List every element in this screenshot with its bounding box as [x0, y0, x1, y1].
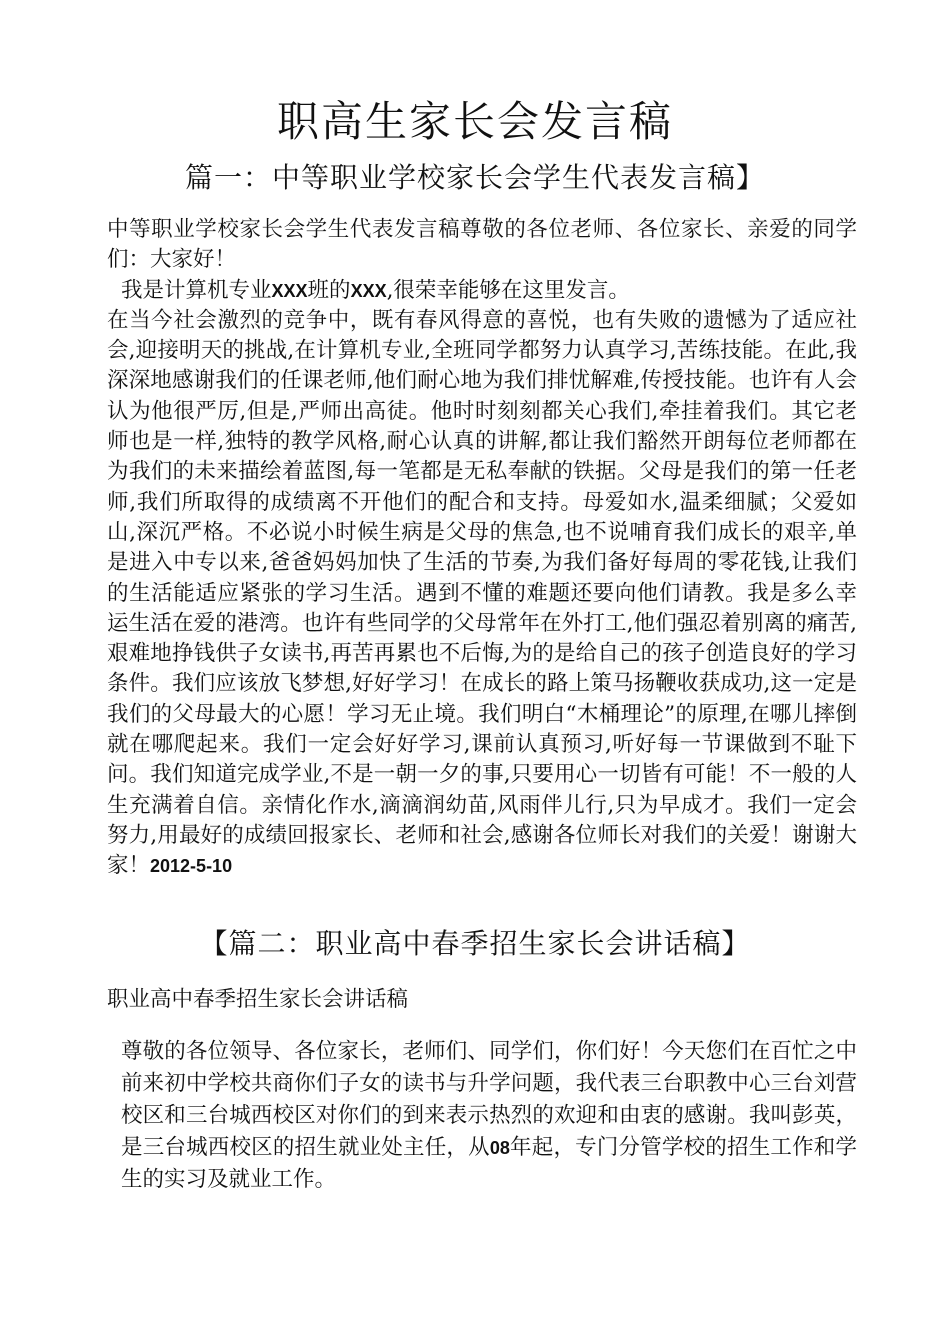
section2-body — [107, 1036, 857, 1196]
section2-subtitle-block — [107, 985, 857, 1015]
intro-text-a: 我是计算机专业 — [121, 277, 272, 303]
section2-text-b: 年起，专门分管学校的招生工作和学生的实习及就业工作。 — [121, 1135, 857, 1192]
speech-date: 2012-5-10 — [150, 856, 233, 877]
section2-year: 08 — [489, 1138, 510, 1158]
section2-subtitle: 职业高中春季招生家长会讲话稿 — [107, 987, 409, 1012]
section2-text-a: 尊敬的各位领导、各位家长，老师们、同学们，你们好！今天您们在百忙之中前来初中学校共商你们子女的读书与升学问题，我代表三台职教中心三台刘营校区和三台城西校区对你们的到来表示热烈的欢迎和由衷的感谢。我叫彭英，是三台城西校区的招生就业处主任，从 — [121, 1039, 857, 1160]
section1-heading: 篇一：中等职业学校家长会学生代表发言稿】 — [184, 161, 765, 194]
intro-text-b: 班的 — [307, 277, 351, 303]
section1-body — [107, 215, 857, 882]
main-paragraph-text: 在当今社会激烈的竞争中，既有春风得意的喜悦，也有失败的遗憾为了适应社会,迎接明天的挑战,在计算机专业,全班同学都努力认真学习,苦练技能。在此,我深深地感谢我们的任课老师,他们耐心地为我们排忧解难,传授技能。也许有人会认为他很严厉,但是,严师出高徒。他时时刻刻都关心我们,牵挂着我们。其它老师也是一样,独特的教学风格,耐心认真的讲解,都让我们豁然开朗每位老师都在为我们的未来描绘着蓝图,每一笔都是无私奉献的铁据。父母是我们的第一任老师,我们所取得的成绩离不开他们的配合和支持。母爱如水,温柔细腻；父爱如山,深沉严格。不必说小时候生病是父母的焦急,也不说哺育我们成长的艰辛,单是进入中专以来,爸爸妈妈加快了生活的节奏,为我们备好每周的零花钱,让我们的生活能适应紧张的学习生活。遇到不懂的难题还要向他们请教。我是多么幸运生活在爱的港湾。也许有些同学的父母常年在外打工,他们强忍着别离的痛苦,艰难地挣钱供子女读书,再苦再累也不后悔,为的是给自己的孩子创造良好的学习条件。我们应该放飞梦想,好好学习！在成长的路上策马扬鞭收获成功,这一定是我们的父母最大的心愿！学习无止境。我们明白“木桶理论”的原理,在哪儿摔倒就在哪爬起来。我们一定会好好学习,课前认真预习,听好每一节课做到不耻下问。我们知道完成学业,不是一朝一夕的事,只要用心一切皆有可能！不一般的人生充满着自信。亲情化作水,滴滴润幼苗,风雨伴儿行,只为早成才。我们一定会努力,用最好的成绩回报家长、老师和社会,感谢各位师长对我们的关爱！谢谢大家！ — [107, 307, 857, 879]
section1-greeting: 中等职业学校家长会学生代表发言稿尊敬的各位老师、各位家长、亲爱的同学们：大家好！ — [107, 217, 857, 273]
section2-paragraph — [107, 1036, 857, 1196]
document-title: 职高生家长会发言稿 — [276, 97, 673, 146]
section2-heading: 【篇二：职业高中春季招生家长会讲话稿】 — [199, 927, 751, 960]
section1-main-paragraph — [107, 306, 857, 882]
intro-xxx-class: XXX — [271, 280, 308, 301]
intro-xxx-name: XXX — [350, 280, 387, 301]
section1-intro — [107, 276, 857, 306]
intro-text-c: ,很荣幸能够在这里发言。 — [386, 277, 630, 303]
